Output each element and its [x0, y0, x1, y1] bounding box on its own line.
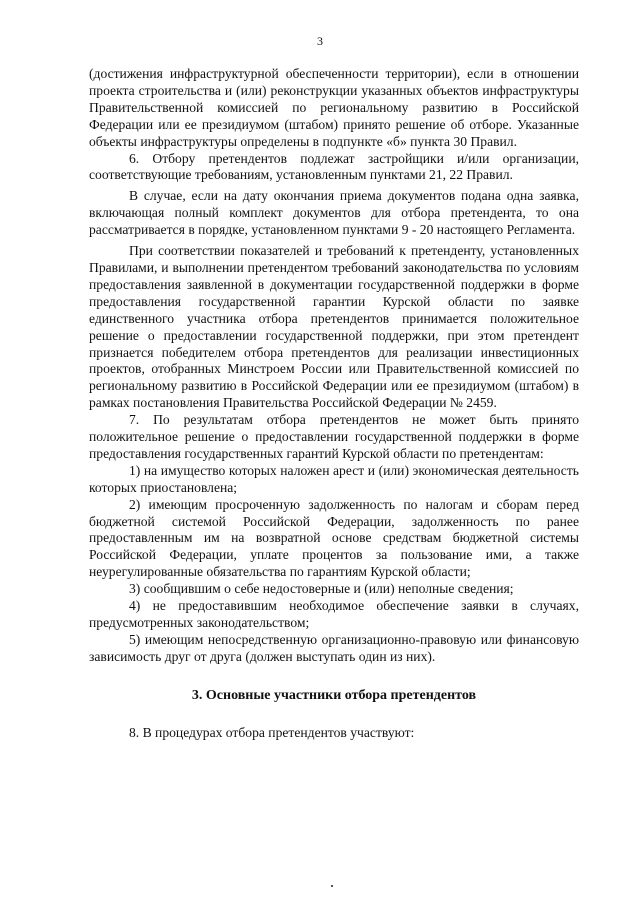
paragraph-item-8: 8. В процедурах отбора претендентов участвуют:: [129, 724, 415, 740]
list-item-2: 2) имеющим просроченную задолженность по налогам и сборам перед бюджетной системой Российской Федерации, задолженность по ранее предоставленным им на возвратной основе средствам бюджетной системы Российской Федерации, уплате процентов за пользование ими, а также неурегулированные обязательства по гарантиям Курской области;: [89, 496, 579, 580]
paragraph-compliance: При соответствии показателей и требований к претенденту, установленных Правилами, и выполнении претендентом требований законодательства по условиям предоставления заявленной в документации государственной поддержки в форме предоставления государственной гарантии Курской области по заявке единственного участника отбора претендентов принимается положительное решение о предоставлении государственной поддержки, при этом претендент признается победителем отбора претендентов для реализации инвестиционных проектов, отобранных Минстроем России или Правительственной комиссией по региональному развитию в Российской Федерации или ее президиумом (штабом) в рамках постановления Правительства Российской Федерации № 2459.: [89, 243, 579, 411]
paragraph-single-application: В случае, если на дату окончания приема документов подана одна заявка, включающая полный комплект документов для отбора претендента, то она рассматривается в порядке, установленном пунктами 9 - 20 настоящего Регламента.: [89, 188, 579, 238]
scan-dot: [331, 885, 333, 887]
list-item-5: 5) имеющим непосредственную организационно-правовую или финансовую зависимость друг от друга (должен выступать один из них).: [89, 631, 579, 664]
document-body: [89, 66, 579, 742]
paragraph-item-6: 6. Отбору претендентов подлежат застройщики и/или организации, соответствующие требованиям, установленным пунктами 21, 22 Правил.: [89, 150, 579, 183]
list-item-4: 4) не предоставившим необходимое обеспечение заявки в случаях, предусмотренных законодательством;: [89, 598, 579, 630]
paragraph-item-7: 7. По результатам отбора претендентов не может быть принято положительное решение о предоставлении государственной поддержки в форме предоставления государственных гарантий Курской области по претендентам:: [89, 412, 579, 461]
list-item-3: 3) сообщившим о себе недостоверные и (или) неполные сведения;: [129, 581, 514, 597]
list-item-1: 1) на имущество которых наложен арест и (или) экономическая деятельность которых приостановлена;: [89, 462, 579, 495]
page-number: 3: [317, 34, 323, 48]
paragraph-continuation: (достижения инфраструктурной обеспеченности территории), если в отношении проекта строительства и (или) реконструкции указанных объектов инфраструктуры Правительственной комиссией по региональному развитию в Российской Федерации или ее президиумом (штабом) принято решение об отборе. Указанные объекты инфраструктуры определены в подпункте «б» пункта 30 Правил.: [89, 66, 579, 149]
section-heading: 3. Основные участники отбора претендентов: [191, 687, 477, 703]
